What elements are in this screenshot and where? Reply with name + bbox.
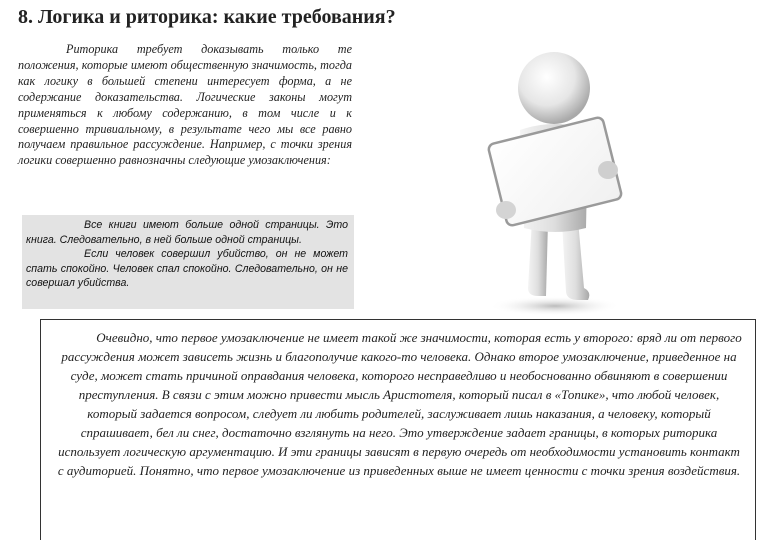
example-2: Если человек совершил убийство, он не может спать спокойно. Человек спал спокойно. Следовательно, он не совершал убийства. [26,248,348,290]
example-box [22,215,354,309]
page-title: 8. Логика и риторика: какие требования? [18,6,396,28]
conclusion-paragraph [55,328,743,480]
example-text [26,218,348,291]
conclusion-box [40,319,756,540]
intro-paragraph-text: Риторика требует доказывать только те положения, которые имеют общественную значимость, тогда как логику в большей степени интересует форма, а не содержание доказательства. Логические законы могут применяться к любому содержанию, в том числе и к совершенно тривиальному, в результате чего мы все равно получаем правильное рассуждение. Например, с точки зрения логики совершенно равнозначны следующие умозаключения: [18,42,352,168]
conclusion-text: Очевидно, что первое умозаключение не имеет такой же значимости, которая есть у второго: вряд ли от первого рассуждения может зависеть жизнь и благополучие какого-то человека. Однако второе умозаключение, приведенное на суде, может стать причиной оправдания человека, которого несправедливо и необоснованно обвиняют в совершении преступления. В связи с этим можно привести мысль Аристотеля, который писал в «Топике», что любой человек, который задается вопросом, следует ли любить родителей, заслуживает лишь наказания, а человеку, который спрашивает, бел ли снег, достаточно взглянуть на него. Это утверждение задает границы, в которых риторика использует логическую аргументацию. И эти границы зависят в первую очередь от необходимости установить контакт с аудиторией. Понятно, что первое умозаключение из приведенных выше не имеет ценности с точки зрения воздействия. [57,330,742,478]
intro-paragraph [18,42,352,169]
person-holding-sign-icon [470,30,640,320]
example-1: Все книги имеют больше одной страницы. Это книга. Следовательно, в ней больше одной страницы. [26,219,348,246]
